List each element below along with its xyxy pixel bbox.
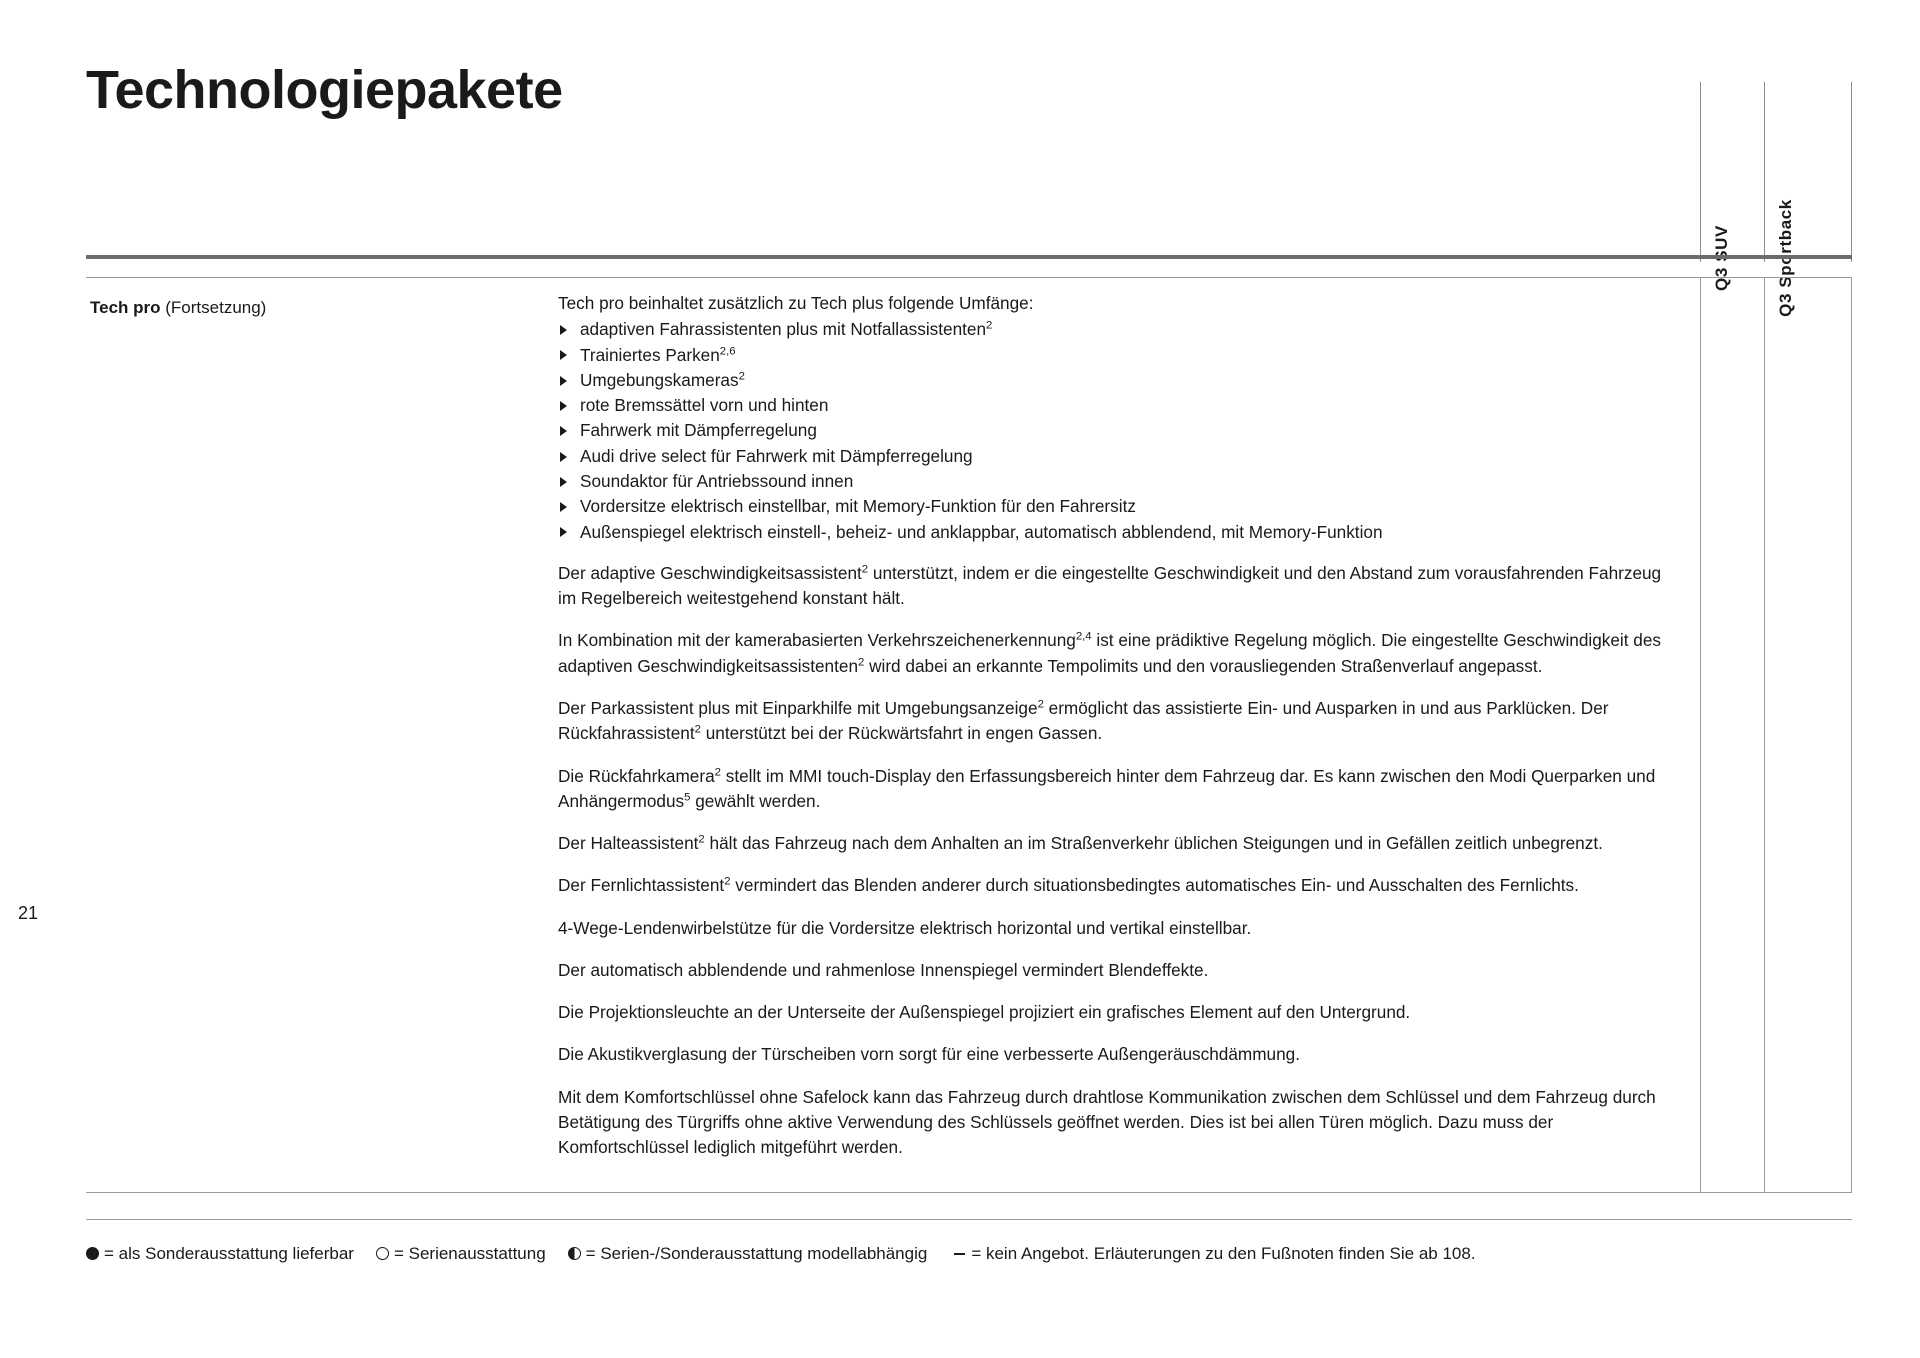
filled-circle-icon	[86, 1247, 99, 1260]
footnote-marker: 2	[724, 875, 731, 888]
column-header-q3-suv	[1700, 72, 1764, 262]
feature-list-item	[558, 469, 1666, 494]
header-divider-left	[1700, 82, 1701, 262]
description-paragraph: Der Halteassistent$^2$ hält das Fahrzeug nach dem Anhalten an im Straßenverkehr üblichen Steigungen und in Gefällen zeitlich unbegrenzt.	[558, 833, 1603, 854]
feature-list-item-label: Außenspiegel elektrisch einstell-, beheiz- und anklappbar, automatisch abblendend, mit Memory-Funktion	[580, 521, 1383, 542]
open-circle-icon	[376, 1247, 389, 1260]
legend-item-model-dependent	[568, 1243, 928, 1265]
triangle-bullet-icon	[560, 477, 567, 487]
row-label-suffix: (Fortsetzung)	[160, 298, 267, 317]
table-header-rule	[86, 277, 1852, 278]
header-divider-middle	[1764, 82, 1765, 262]
footnote-marker: 2	[698, 833, 705, 846]
body-divider-middle	[1764, 278, 1765, 1192]
legend-item-unavailable	[953, 1243, 1475, 1265]
feature-list-item	[558, 520, 1666, 545]
triangle-bullet-icon	[560, 426, 567, 436]
legend-item-unavailable-label: = kein Angebot. Erläuterungen zu den Fußnoten finden Sie ab 108.	[971, 1244, 1476, 1263]
footnote-marker: 2	[738, 370, 745, 383]
body-divider-right	[1851, 278, 1852, 1192]
feature-list-item-label: Audi drive select für Fahrwerk mit Dämpferregelung	[580, 445, 973, 466]
page-number: 21	[18, 903, 39, 923]
footnote-marker: 2,6	[719, 344, 736, 357]
legend	[86, 1243, 1866, 1265]
triangle-bullet-icon	[560, 452, 567, 462]
table-column-headers	[1700, 70, 1860, 262]
footnote-marker: 2	[858, 655, 865, 668]
dash-icon	[953, 1247, 966, 1260]
paragraph-container	[558, 561, 1666, 1161]
description-paragraph: Mit dem Komfortschlüssel ohne Safelock kann das Fahrzeug durch drahtlose Kommunikation zwischen dem Schlüssel und dem Fahrzeug durch Betätigung des Türgriffs ohne aktive Verwendung des Schlüssels geöffnet werden. Dies ist bei allen Türen möglich. Dazu muss der Komfortschlüssel lediglich mitgeführt werden.	[558, 1086, 1656, 1158]
table-top-rule	[86, 255, 1852, 259]
footnote-marker: 2	[694, 723, 701, 736]
description-paragraph: Die Projektionsleuchte an der Unterseite der Außenspiegel projiziert ein grafisches Element auf den Untergrund.	[558, 1002, 1411, 1023]
description-paragraph: In Kombination mit der kamerabasierten Verkehrszeichenerkennung$^{2,4}$ ist eine prädiktive Regelung möglich. Die eingestellte Geschwindigkeit des adaptiven Geschwindigkeitsassistenten$^2$ wird dabei an erkannte Tempolimits und den vorausliegenden Straßenverlauf angepasst.	[558, 630, 1662, 676]
body-divider-left	[1700, 278, 1701, 1192]
row-description	[558, 291, 1666, 1161]
feature-list-item	[558, 418, 1666, 443]
feature-list-item-label: adaptiven Fahrassistenten plus mit Notfallassistenten	[580, 319, 987, 340]
legend-item-model-dependent-label: = Serien-/Sonderausstattung modellabhängig	[585, 1244, 928, 1263]
description-paragraph: 4-Wege-Lendenwirbelstütze für die Vordersitze elektrisch horizontal und vertikal einstellbar.	[558, 917, 1252, 938]
triangle-bullet-icon	[560, 502, 567, 512]
feature-list-item-label: rote Bremssättel vorn und hinten	[580, 395, 829, 416]
feature-list	[558, 317, 1666, 545]
triangle-bullet-icon	[560, 325, 567, 335]
description-paragraph: Der adaptive Geschwindigkeitsassistent$^2$ unterstützt, indem er die eingestellte Geschwindigkeit und den Abstand zum vorausfahrenden Fahrzeug im Regelbereich weitestgehend konstant hält.	[558, 562, 1662, 609]
footnote-marker: 2	[714, 765, 721, 778]
legend-item-optional	[86, 1243, 354, 1265]
half-circle-icon	[568, 1247, 581, 1260]
feature-list-item	[558, 343, 1666, 368]
footnote-marker: 2	[1037, 698, 1044, 711]
description-paragraph: Der Parkassistent plus mit Einparkhilfe mit Umgebungsanzeige$^2$ ermöglicht das assistierte Ein- und Ausparken in und aus Parklücken. Der Rückfahrassistent$^2$ unterstützt bei der Rückwärtsfahrt in engen Gassen.	[558, 697, 1609, 744]
description-paragraph: Die Rückfahrkamera$^2$ stellt im MMI touch-Display den Erfassungsbereich hinter dem Fahrzeug dar. Es kann zwischen den Modi Querparken und Anhängermodus$^5$ gewählt werden.	[558, 765, 1656, 811]
lead-in-text: Tech pro beinhaltet zusätzlich zu Tech plus folgende Umfänge:	[558, 293, 1034, 313]
feature-list-item-label: Fahrwerk mit Dämpferregelung	[580, 420, 817, 441]
column-header-q3-sportback	[1764, 72, 1828, 262]
description-paragraph: Der automatisch abblendende und rahmenlose Innenspiegel vermindert Blendeffekte.	[558, 959, 1209, 980]
feature-list-item-label: Vordersitze elektrisch einstellbar, mit Memory-Funktion für den Fahrersitz	[580, 496, 1136, 517]
triangle-bullet-icon	[560, 350, 567, 360]
triangle-bullet-icon	[560, 527, 567, 537]
feature-list-item	[558, 368, 1666, 393]
feature-list-item	[558, 444, 1666, 469]
page-title: Technologiepakete	[86, 60, 563, 120]
footnote-marker: 2	[861, 563, 869, 576]
feature-list-item	[558, 494, 1666, 519]
legend-item-standard-label: = Serienausstattung	[393, 1244, 546, 1263]
feature-list-item-label: Soundaktor für Antriebssound innen	[580, 470, 854, 491]
footnote-marker: 2	[986, 319, 993, 332]
description-paragraph: Die Akustikverglasung der Türscheiben vorn sorgt für eine verbesserte Außengeräuschdämmung.	[558, 1044, 1301, 1065]
legend-item-optional-label: = als Sonderausstattung lieferbar	[104, 1244, 354, 1263]
footnote-marker: 5	[684, 791, 691, 804]
table-bottom-rule	[86, 1192, 1852, 1193]
footer-rule	[86, 1219, 1852, 1220]
description-paragraph: Der Fernlichtassistent$^2$ vermindert das Blenden anderer durch situationsbedingtes automatisches Ein- und Ausschalten des Fernlichts.	[558, 875, 1579, 896]
header-divider-right	[1851, 82, 1852, 262]
legend-item-standard	[376, 1243, 546, 1265]
triangle-bullet-icon	[560, 376, 567, 386]
feature-list-item-label: Umgebungskameras	[580, 369, 739, 390]
row-label-bold: Tech pro	[90, 298, 161, 317]
feature-list-item	[558, 317, 1666, 342]
feature-list-item	[558, 393, 1666, 418]
row-label	[90, 296, 420, 320]
feature-list-item-label: Trainiertes Parken	[580, 344, 720, 365]
footnote-marker: 2,4	[1075, 630, 1092, 643]
triangle-bullet-icon	[560, 401, 567, 411]
